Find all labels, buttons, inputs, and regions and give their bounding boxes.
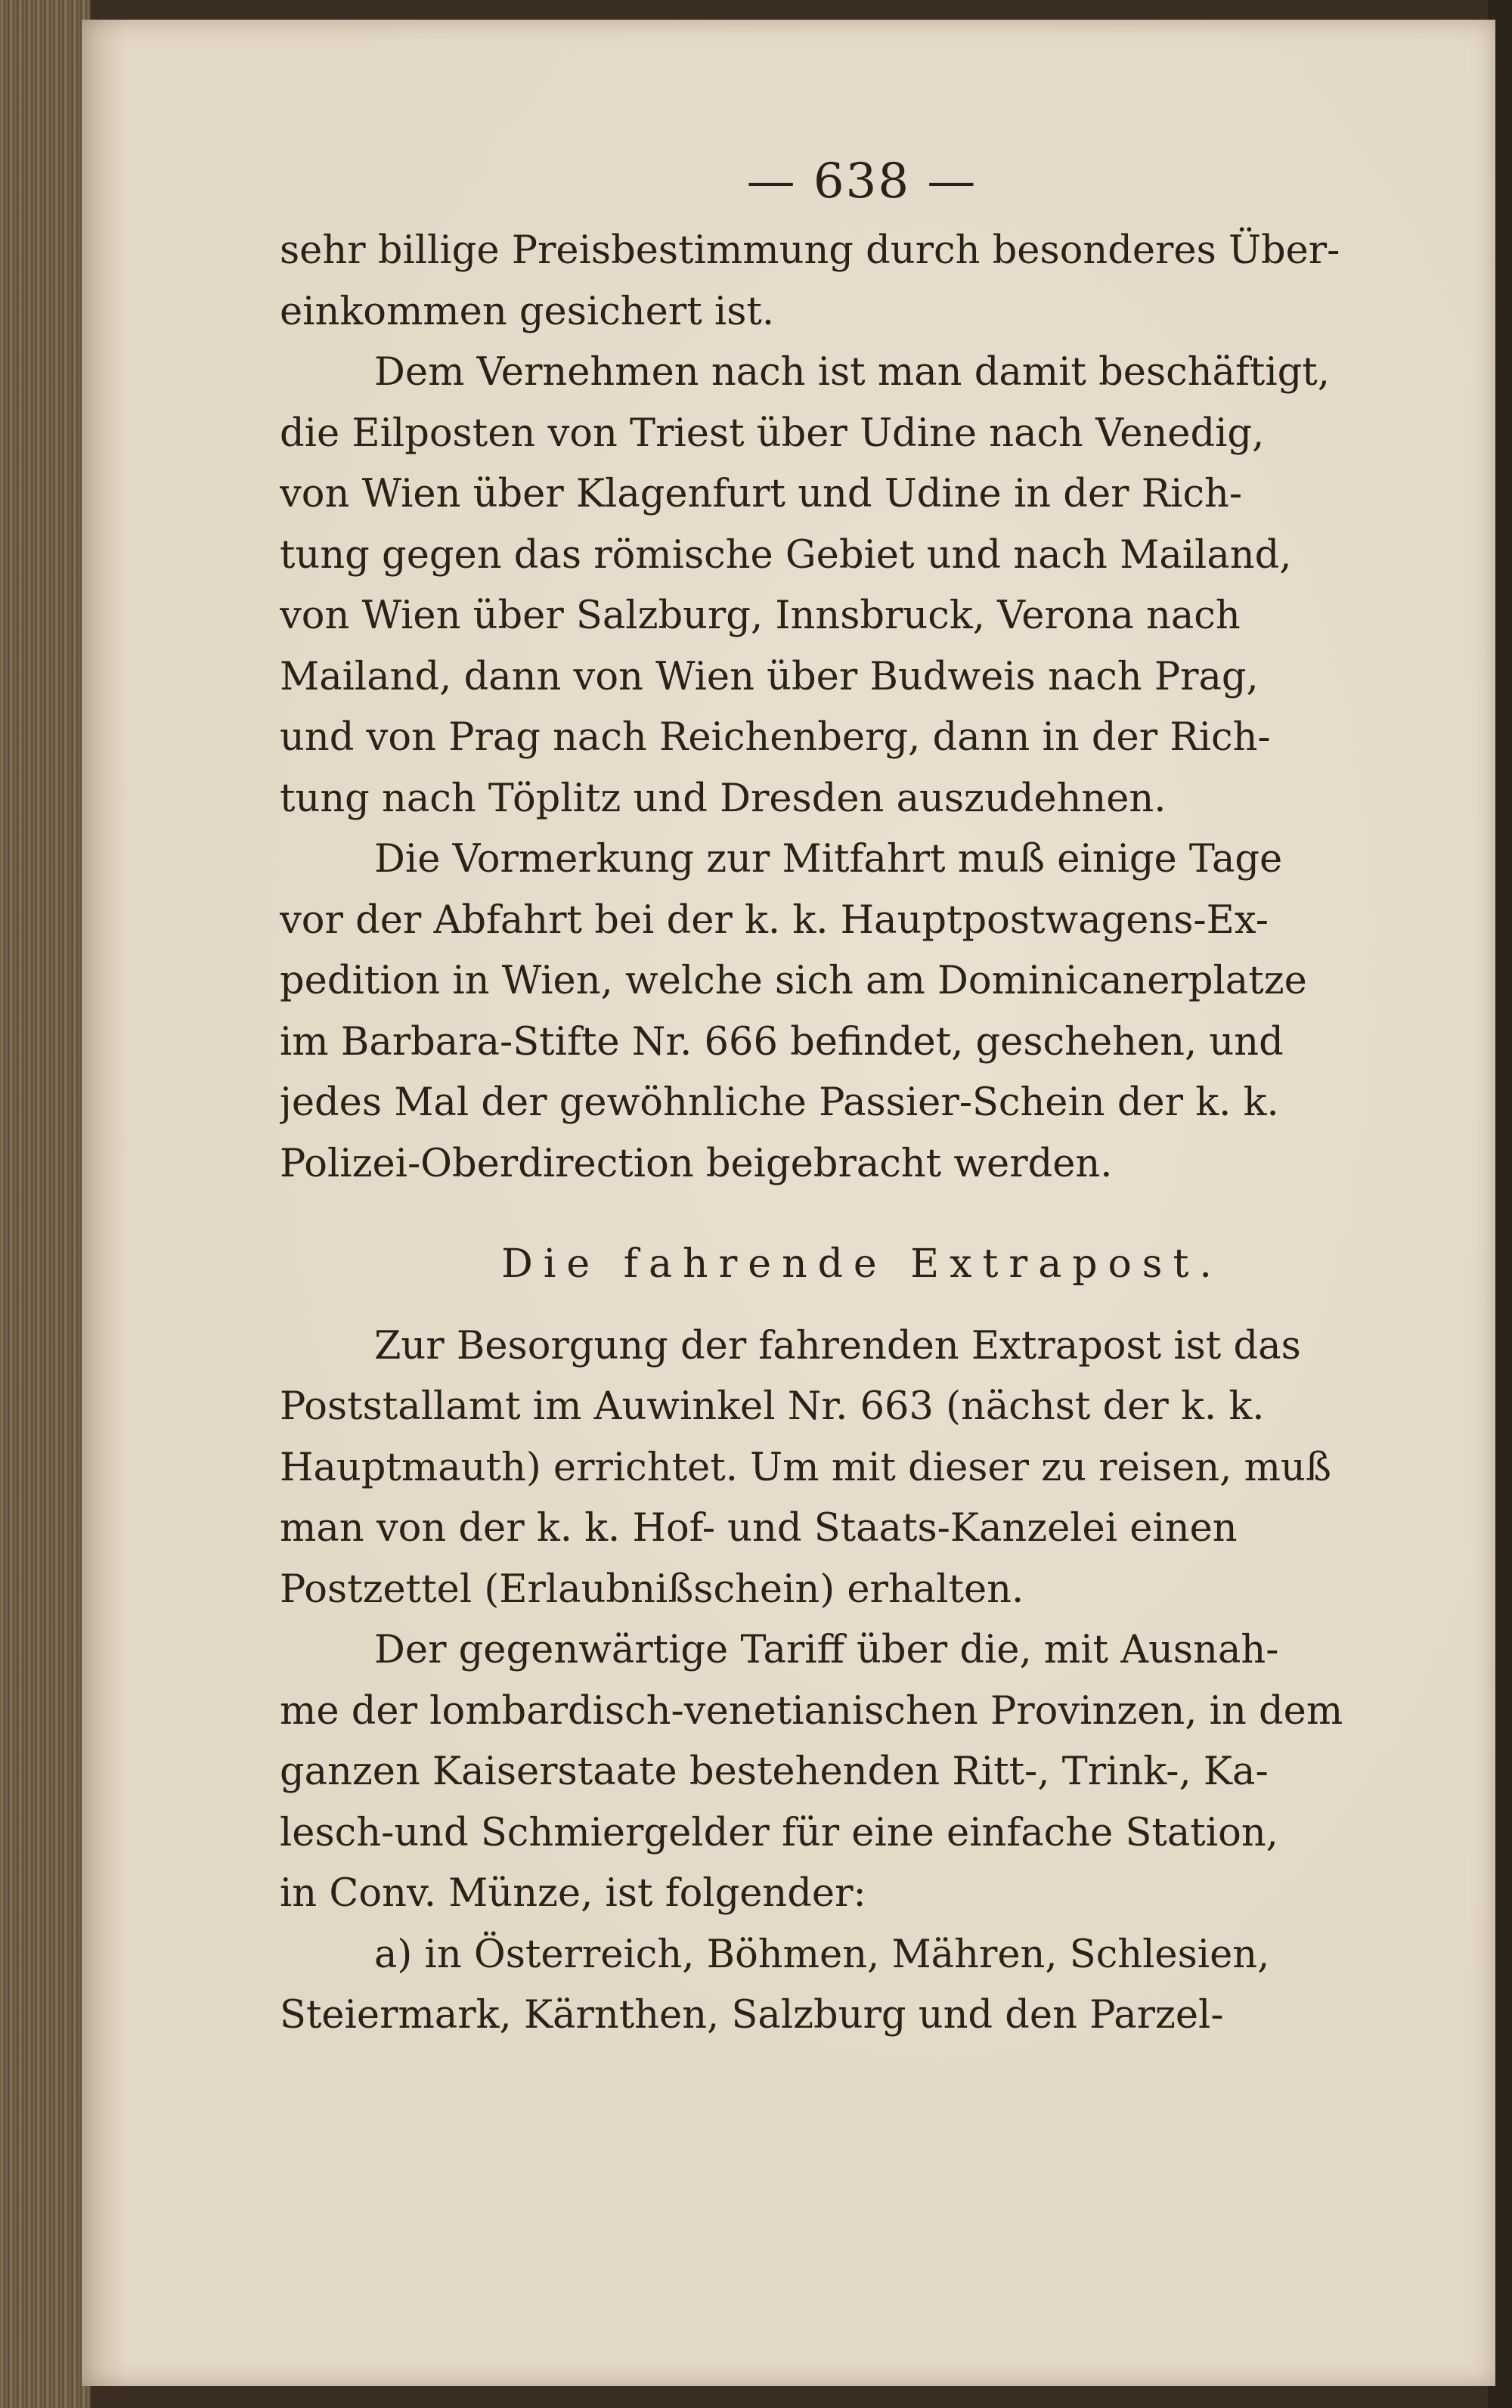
text-line: Poststallamt im Auwinkel Nr. 663 (nächst der k. k. [280,1384,1265,1429]
text-line: von Wien über Salzburg, Innsbruck, Verona nach [280,593,1241,638]
paragraph-1 [280,221,1444,342]
text-line: Steiermark, Kärnthen, Salzburg und den Parzel- [280,1993,1224,2038]
text-line: tung nach Töplitz und Dresden auszudehnen. [280,776,1167,821]
text-line: in Conv. Münze, ist folgender: [280,1871,866,1916]
text-line: ganzen Kaiserstaate bestehenden Ritt-, Trink-, Ka- [280,1749,1269,1794]
text-line: man von der k. k. Hof- und Staats-Kanzelei einen [280,1506,1238,1551]
text-line: Hauptmauth) errichtet. Um mit dieser zu reisen, muß [280,1445,1331,1490]
text-line: einkommen gesichert ist. [280,289,775,334]
text-line: Zur Besorgung der fahrenden Extrapost ist das [374,1323,1301,1368]
page-content [280,151,1444,2047]
paragraph-2 [280,342,1444,829]
text-line: lesch-und Schmiergelder für eine einfache Station, [280,1810,1278,1855]
text-line: vor der Abfahrt bei der k. k. Hauptpostwagens-Ex- [280,897,1269,943]
text-line: Der gegenwärtige Tariff über die, mit Ausnah- [374,1628,1279,1672]
text-line: Dem Vernehmen nach ist man damit beschäftigt, [374,350,1330,395]
text-line: Postzettel (Erlaubnißschein) erhalten. [280,1567,1024,1612]
list-item: a) in Österreich, Böhmen, Mähren, Schlesien, [374,1932,1270,1977]
page-number-header: — 638 — [746,153,978,209]
text-line: jedes Mal der gewöhnliche Passier-Schein der k. k. [280,1080,1279,1125]
text-line: Mailand, dann von Wien über Budweis nach Prag, [280,654,1259,699]
text-line: und von Prag nach Reichenberg, dann in der Rich- [280,715,1271,760]
text-line: Die Vormerkung zur Mitfahrt muß einige Tage [374,837,1283,882]
text-line: me der lombardisch-venetianischen Provinzen, in dem [280,1688,1343,1734]
page-edges [0,0,91,2408]
text-line: Polizei-Oberdirection beigebracht werden. [280,1141,1113,1186]
text-line: pedition in Wien, welche sich am Dominicanerplatze [280,959,1307,1003]
text-line: von Wien über Klagenfurt und Udine in der Rich- [280,472,1243,516]
paragraph-5 [280,1620,1444,1925]
section-title: Die fahrende Extrapost. [501,1241,1222,1287]
text-line: sehr billige Preisbestimmung durch besonderes Über- [280,228,1340,273]
text-line: die Eilposten von Triest über Udine nach Venedig, [280,411,1265,456]
paragraph-4 [280,1316,1444,1621]
text-line: im Barbara-Stifte Nr. 666 befindet, geschehen, und [280,1019,1284,1065]
paragraph-6 [280,1925,1444,2047]
paragraph-3 [280,829,1444,1195]
text-line: tung gegen das römische Gebiet und nach Mailand, [280,532,1292,578]
